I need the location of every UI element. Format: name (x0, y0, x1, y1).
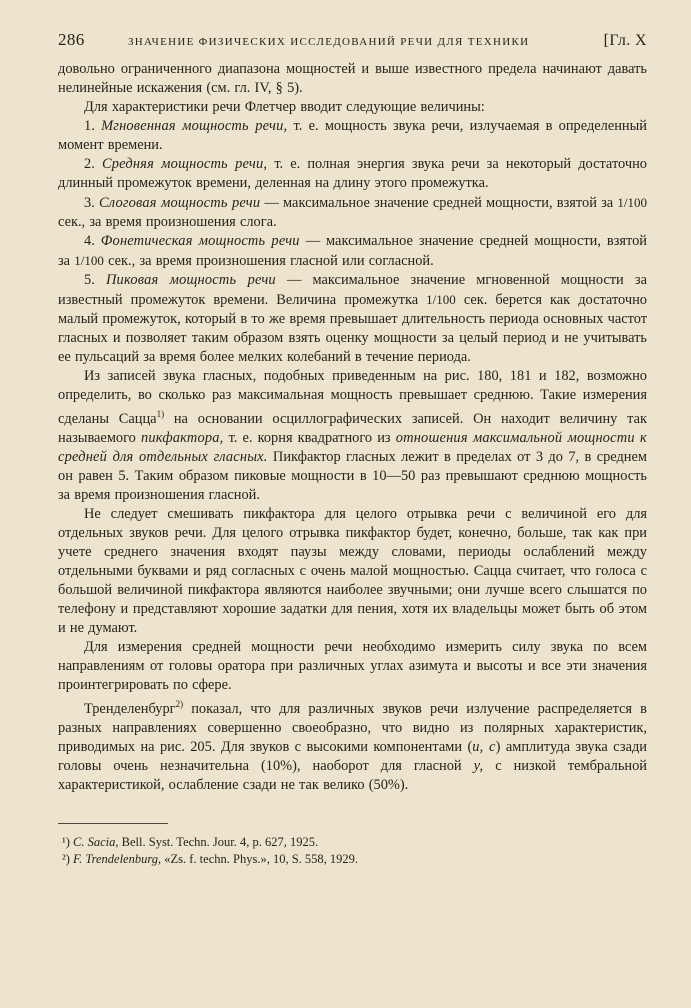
page-number: 286 (58, 30, 85, 49)
footnote-divider (58, 823, 168, 824)
footnote: ¹) C. Sacia, Bell. Syst. Techn. Jour. 4, p. 627, 1925. (62, 834, 319, 849)
term: Фонетическая мощность речи (100, 233, 300, 249)
paragraph: довольно ограниченного диапазона мощностей и выше известного предела начинают давать нелинейные искажения (см. гл. IV, § 5). (58, 61, 647, 96)
fraction: 1/100 (74, 253, 104, 268)
chapter-label: [Гл. X (603, 32, 647, 49)
paragraph: Не следует смешивать пикфактора для целого отрывка речи с величиной его для отдельных звуков речи. Для целого отрывка пикфактор будет, конечно, больше, так как при учете среднего значения входят паузы между словами, периоды ослаблений между отдельными буквами и ряд согласных с очень малой мощностью. Сацца считает, что голоса с большой величиной пикфактора являются наиболее звучными; они лучше всего слышатся по телефону и представляют хорошие задатки для пения, хотя их владельцы может быть об этом и не думают. (58, 505, 647, 636)
term: Мгновенная мощность речи, (101, 118, 288, 134)
fraction: 1/100 (426, 292, 456, 307)
fraction: 1/100 (617, 195, 647, 210)
list-item: 1. Мгновенная мощность речи, т. е. мощность звука речи, излучаемая в определенный момент времени. (58, 118, 648, 153)
paragraph: Тренделенбург$^{2)}$ показал, что для различных звуков речи излучение распределяется в разных направлениях совершенно своеобразно, что видно из полярных характеристик, приводимых на рис. 205. Для звуков с высокими компонентами (и, с) амплитуда звука сзади головы очень незначительна (10%), наоборот для гласной у, с низкой тембральной характеристикой, ослабление сзади не так велико (50%). (58, 698, 647, 793)
term: пикфактора, (140, 429, 224, 446)
footnotes (58, 834, 647, 868)
footnote-ref: 2) (175, 698, 184, 709)
body-text (58, 60, 647, 795)
footnote-author: F. Trendelenburg, (73, 851, 162, 866)
term: отношения максимальной мощности к средней для отдельных гласных. (58, 429, 647, 465)
list-item: 3. Слоговая мощность речи — максимальное значение средней мощности, взятой за 1/100 сек., за время произношения слога. (58, 195, 647, 230)
term: у, (473, 757, 484, 774)
list-item: 2. Средняя мощность речи, т. е. полная энергия звука речи за некоторый достаточно длинный промежуток времени, деленная на длину этого промежутка. (58, 156, 647, 191)
list-item: 4. Фонетическая мощность речи — максимальное значение средней мощности, взятой за 1/100 сек., за время произношения гласной или согласной. (58, 233, 648, 269)
paragraph: Для характеристики речи Флетчер вводит следующие величины: (84, 99, 485, 115)
term: Средняя мощность речи, (101, 156, 268, 172)
paragraph: Из записей звука гласных, подобных приведенным на рис. 180, 181 и 182, возможно определить, во сколько раз максимальная мощность превышает среднюю. Такие измерения сделаны Сацца$^{1)}$ на основании осциллографических записей. Он находит величину так называемого пикфактора, т. е. корня квадратного из отношения максимальной мощности к средней для отдельных гласных. Пикфактор гласных лежит в пределах от 3 до 7, в среднем он равен 5. Таким образом пиковые мощности в 10—50 раз превышают среднюю мощность за время произношения гласной. (58, 368, 647, 503)
footnote-author: C. Sacia, (73, 834, 119, 849)
footnote-ref: 1) (156, 409, 165, 419)
list-item: 5. Пиковая мощность речи — максимальное значение мгновенной мощности за известный промежуток времени. Величина промежутка 1/100 сек. берется как достаточно малый промежуток, который в то же время превышает длительность периода основных частот гласных и позволяет таким образом взять оценку мощности за целый период и не учитывать ее пульсаций за время более мелких колебаний в течение периода. (58, 272, 648, 365)
footnote: ²) F. Trendelenburg, «Zs. f. techn. Phys.», 10, S. 558, 1929. (62, 851, 359, 866)
page-header (58, 30, 647, 50)
running-title: ЗНАЧЕНИЕ ФИЗИЧЕСКИХ ИССЛЕДОВАНИЙ РЕЧИ ДЛЯ ТЕХНИКИ (128, 36, 530, 48)
term: и, с (472, 738, 496, 755)
term: Слоговая мощность речи (99, 195, 261, 211)
term: Пиковая мощность речи (105, 272, 276, 288)
paragraph: Для измерения средней мощности речи необходимо измерить силу звука по всем направлениям от головы оратора при различных углах азимута и высоты и все эти значения проинтегрировать по сфере. (58, 638, 647, 693)
